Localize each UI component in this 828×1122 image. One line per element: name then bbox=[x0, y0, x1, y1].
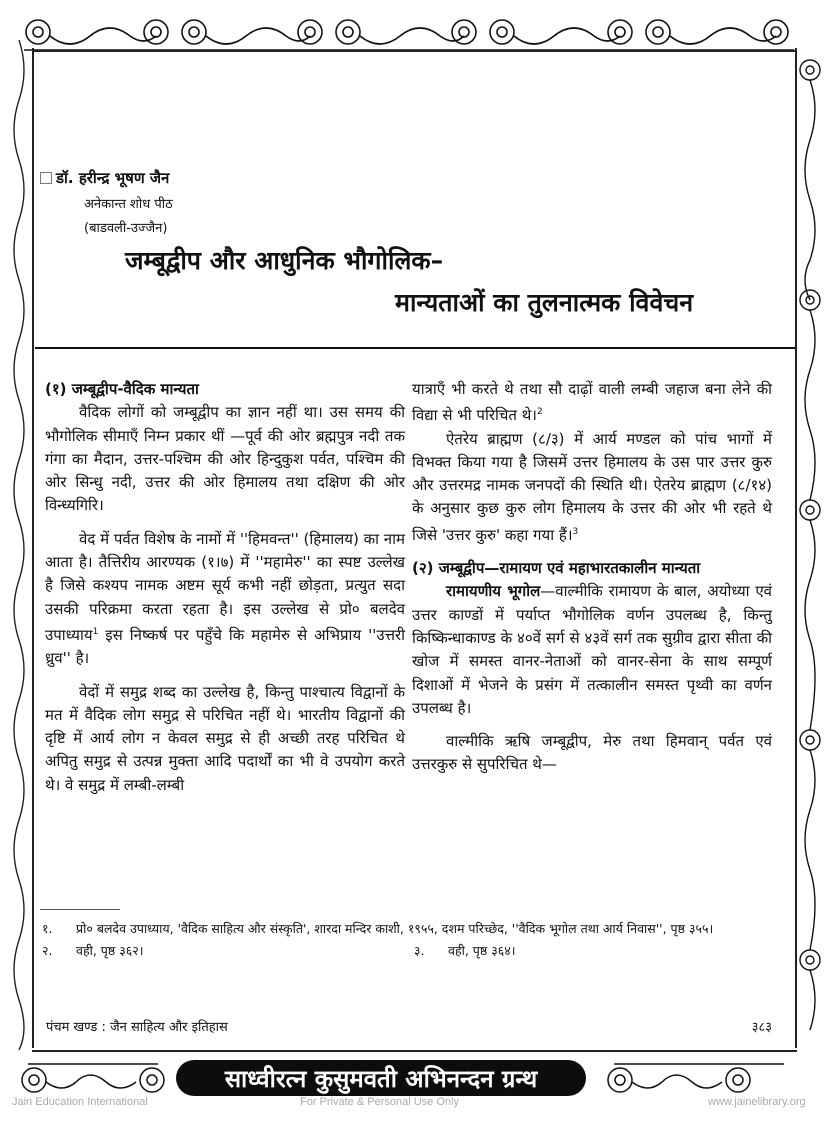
section-label: पंचम खण्ड : जैन साहित्य और इतिहास bbox=[46, 1020, 228, 1035]
ornamental-border-top bbox=[14, 14, 804, 54]
subheading-ramayaniya-bhugol: रामायणीय भूगोल bbox=[446, 582, 541, 601]
author-block bbox=[40, 168, 173, 236]
author-name: डॉ. हरीन्द्र भूषण जैन bbox=[56, 169, 170, 187]
footnote-number: १. bbox=[42, 921, 53, 936]
author-location: (बाडवली-उज्जैन) bbox=[84, 221, 168, 236]
footnote-ref-3[interactable]: 3 bbox=[572, 526, 579, 537]
inner-border-top bbox=[32, 50, 797, 52]
inner-border-right bbox=[795, 48, 797, 1048]
footnote-text: प्रो० बलदेव उपाध्याय, 'वैदिक साहित्य और संस्कृति', शारदा मन्दिर काशी, १९५५, दशम परिच्छेद, ''वैदिक भूगोल तथा आर्य निवास'', पृष्ठ ३५५। bbox=[76, 921, 714, 936]
paragraph bbox=[412, 428, 772, 547]
page-footer bbox=[46, 1017, 772, 1035]
paragraph-text: यात्राएँ भी करते थे तथा सौ दाढ़ों वाली लम्बी जहाज बना लेने की विद्या से भी परिचित थे। bbox=[412, 380, 772, 425]
paragraph-text: इस निष्कर्ष पर पहुँचे कि महामेरु से अभिप्राय ''उत्तरी ध्रुव'' है। bbox=[45, 625, 405, 668]
ornament-right-icon bbox=[604, 1060, 794, 1094]
inner-border-bottom bbox=[32, 1050, 797, 1052]
section-1-heading: (१) जम्बूद्वीप-वैदिक मान्यता bbox=[45, 380, 199, 398]
paragraph: वैदिक लोगों को जम्बूद्वीप का ज्ञान नहीं था। उस समय की भौगोलिक सीमाएँ निम्न प्रकार थीं —पूर्व की ओर ब्रह्मपुत्र नदी तक गंगा का मैदान, उत्तर-पश्चिम की ओर हिन्दुकुश पर्वत, पश्चिम की ओर सिन्धु नदी, उत्तर की ओर हिमालय तथा दक्षिण की ओर विन्ध्यगिरि। bbox=[45, 403, 405, 515]
banner-row bbox=[0, 1058, 828, 1098]
footnote-ref-2[interactable]: 2 bbox=[536, 407, 543, 418]
paragraph: वेदों में समुद्र शब्द का उल्लेख है, किन्तु पाश्चात्य विद्वानों के मत में वैदिक लोग समुद्र से परिचित नहीं थे। भारतीय विद्वानों की दृष्टि में आर्य लोग न केवल समुद्र से ही अच्छी तरह परिचित थे अपितु समुद्र से उत्पन्न मुक्ता आदि पदार्थों का भी वे उपयोग करते थे। वे समुद्र में लम्बी-लम्बी bbox=[45, 682, 405, 794]
footnote-number: २. bbox=[42, 943, 53, 958]
paragraph: वाल्मीकि ऋषि जम्बूद्वीप, मेरु तथा हिमवान् पर्वत एवं उत्तरकुरु से सुपरिचित थे— bbox=[412, 732, 772, 774]
article-title-line-1: जम्बूद्वीप और आधुनिक भौगोलिक– bbox=[125, 246, 444, 275]
footnote-text: वही, पृष्ठ ३६२। bbox=[76, 943, 144, 958]
ornamental-border-right bbox=[798, 40, 822, 1050]
right-column bbox=[412, 378, 772, 777]
watermark-left: Jain Education International bbox=[12, 1096, 148, 1108]
footnote-1 bbox=[42, 918, 792, 940]
footnote-text: वही, पृष्ठ ३६४। bbox=[448, 943, 516, 958]
watermark-center: For Private & Personal Use Only bbox=[300, 1096, 459, 1108]
author-name-row bbox=[40, 168, 173, 188]
paragraph bbox=[412, 580, 772, 720]
checkbox-mark-icon bbox=[40, 172, 52, 184]
paragraph-text: वेद में पर्वत विशेष के नामों में ''हिमवन्त'' (हिमालय) का नाम आता है। तैत्तिरीय आरण्यक (१।७) में ''महामेरु'' का स्पष्ट उल्लेख है जिसे कश्यप नामक अष्टम सूर्य कभी नहीं छोड़ता, प्रत्युत सदा उसकी परिक्रमा करता रहता है। इस उल्लेख से प्रो० बलदेव उपाध्याय bbox=[45, 529, 405, 644]
paragraph bbox=[412, 378, 772, 428]
footnotes bbox=[42, 918, 792, 962]
author-affiliation: अनेकान्त शोध पीठ bbox=[84, 197, 173, 212]
book-title-banner: साध्वीरत्न कुसुमवती अभिनन्दन ग्रन्थ bbox=[176, 1060, 586, 1096]
inner-border-left bbox=[32, 48, 34, 1048]
footnote-number: ३. bbox=[414, 943, 425, 958]
title-divider bbox=[35, 347, 795, 349]
article-title-line-2: मान्यताओं का तुलनात्मक विवेचन bbox=[395, 288, 694, 317]
left-column bbox=[45, 378, 405, 797]
footnote-3 bbox=[414, 940, 786, 962]
watermark-right-link[interactable]: www.jainelibrary.org bbox=[708, 1096, 806, 1108]
footnote-2 bbox=[42, 940, 414, 962]
paragraph bbox=[45, 528, 405, 671]
footnote-row bbox=[42, 940, 792, 962]
ornament-left-icon bbox=[18, 1060, 168, 1094]
footnote-ref-1[interactable]: 1 bbox=[92, 626, 99, 637]
footnote-divider bbox=[40, 909, 120, 910]
paragraph-text: ऐतरेय ब्राह्मण (८/३) में आर्य मण्डल को पांच भागों में विभक्त किया गया है जिसमें उत्तर हिमालय के उस पार उत्तर कुरु और उत्तरमद्र नामक जनपदों की स्थिति थी। ऐतरेय ब्राह्मण (८/१४) के अनुसार कुछ कुरु लोग हिमालय के उत्तर की ओर भी रहते थे जिसे 'उत्तर कुरु' कहा गया हैं। bbox=[412, 429, 772, 544]
section-2-heading: (२) जम्बूद्वीप—रामायण एवं महाभारतकालीन मान्यता bbox=[412, 559, 701, 578]
page-number: ३८३ bbox=[751, 1020, 772, 1035]
ornamental-border-left bbox=[8, 40, 30, 1050]
paragraph-text: —वाल्मीकि रामायण के बाल, अयोध्या एवं उत्तर काण्डों में पर्याप्त भौगोलिक वर्णन उपलब्ध है, किन्तु किष्किन्धाकाण्ड के ४०वें सर्ग से ४३वें सर्ग तक सुग्रीव द्वारा सीता की खोज में समस्त वानर-नेताओं को वानर-सेना के साथ सम्पूर्ण दिशाओं में भेजने के प्रसंग में तत्कालीन समस्त पृथ्वी का वर्णन उपलब्ध है। bbox=[412, 582, 772, 717]
